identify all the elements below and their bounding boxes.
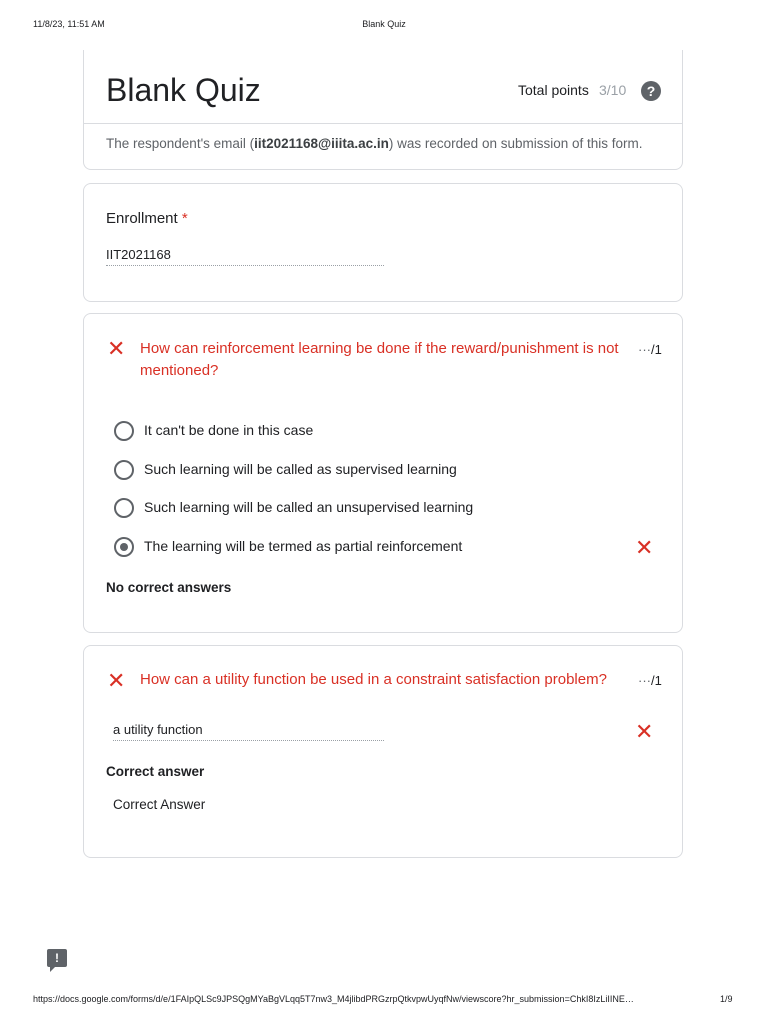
enrollment-label-text: Enrollment — [106, 210, 178, 227]
email-note-suffix: ) was recorded on submission of this form. — [388, 136, 643, 151]
answer-feedback: No correct answers — [106, 580, 232, 595]
radio-button — [114, 421, 134, 441]
option-label: The learning will be termed as partial reinforcement — [144, 538, 463, 554]
email-note-prefix: The respondent's email ( — [106, 136, 255, 151]
question-1-text: How can reinforcement learning be done if the reward/punishment is not mentioned? — [140, 340, 619, 379]
report-issue-icon[interactable]: ! — [47, 949, 67, 967]
radio-button-selected — [114, 537, 134, 557]
header-divider — [84, 123, 682, 124]
x-icon: ✕ — [635, 535, 654, 560]
page-number: 1/9 — [720, 994, 733, 1004]
x-icon: ✕ — [635, 719, 654, 744]
help-icon[interactable]: ? — [641, 81, 661, 101]
print-doc-title: Blank Quiz — [362, 19, 406, 29]
required-mark: * — [181, 210, 188, 227]
enrollment-label — [106, 210, 188, 227]
option-label: Such learning will be called an unsupervised learning — [144, 499, 474, 515]
total-points-label: Total points — [518, 82, 589, 98]
quiz-title: Blank Quiz — [106, 72, 261, 108]
email-note — [106, 136, 643, 151]
page-url: https://docs.google.com/forms/d/e/1FAIpQLSc9JPSQgMYaBgVLqq5T7nw3_M4jlibdPRGzrpQtkvpwUyqfNw/viewscore?hr_submission=ChkI8IzLiIINE… — [33, 994, 634, 1004]
option-label: Such learning will be called as supervised learning — [144, 461, 457, 477]
radio-button — [114, 460, 134, 480]
correct-answer-label: Correct answer — [106, 764, 205, 779]
score-value: /1 — [651, 673, 662, 688]
score-value: /1 — [651, 342, 662, 357]
x-icon: ✕ — [107, 668, 126, 693]
question-2-text: How can a utility function be used in a constraint satisfaction problem? — [140, 671, 607, 688]
score-dots: ··· — [638, 342, 651, 357]
question-1-score — [638, 342, 662, 357]
enrollment-answer: IIT2021168 — [106, 247, 384, 266]
total-points-value: 3/10 — [599, 82, 627, 98]
form-header-card — [83, 50, 683, 170]
option-label: It can't be done in this case — [144, 422, 314, 438]
short-answer-response: a utility function — [113, 722, 384, 741]
x-icon: ✕ — [107, 336, 126, 361]
print-timestamp: 11/8/23, 11:51 AM — [33, 19, 105, 29]
question-card-2 — [83, 645, 683, 858]
question-2-score — [638, 673, 662, 688]
score-dots: ··· — [638, 673, 651, 688]
question-card-1 — [83, 313, 683, 633]
print-header — [0, 19, 768, 33]
correct-answer-value: Correct Answer — [113, 797, 206, 812]
radio-button — [114, 498, 134, 518]
respondent-email: iit2021168@iiita.ac.in — [254, 136, 389, 151]
enrollment-card — [83, 183, 683, 302]
